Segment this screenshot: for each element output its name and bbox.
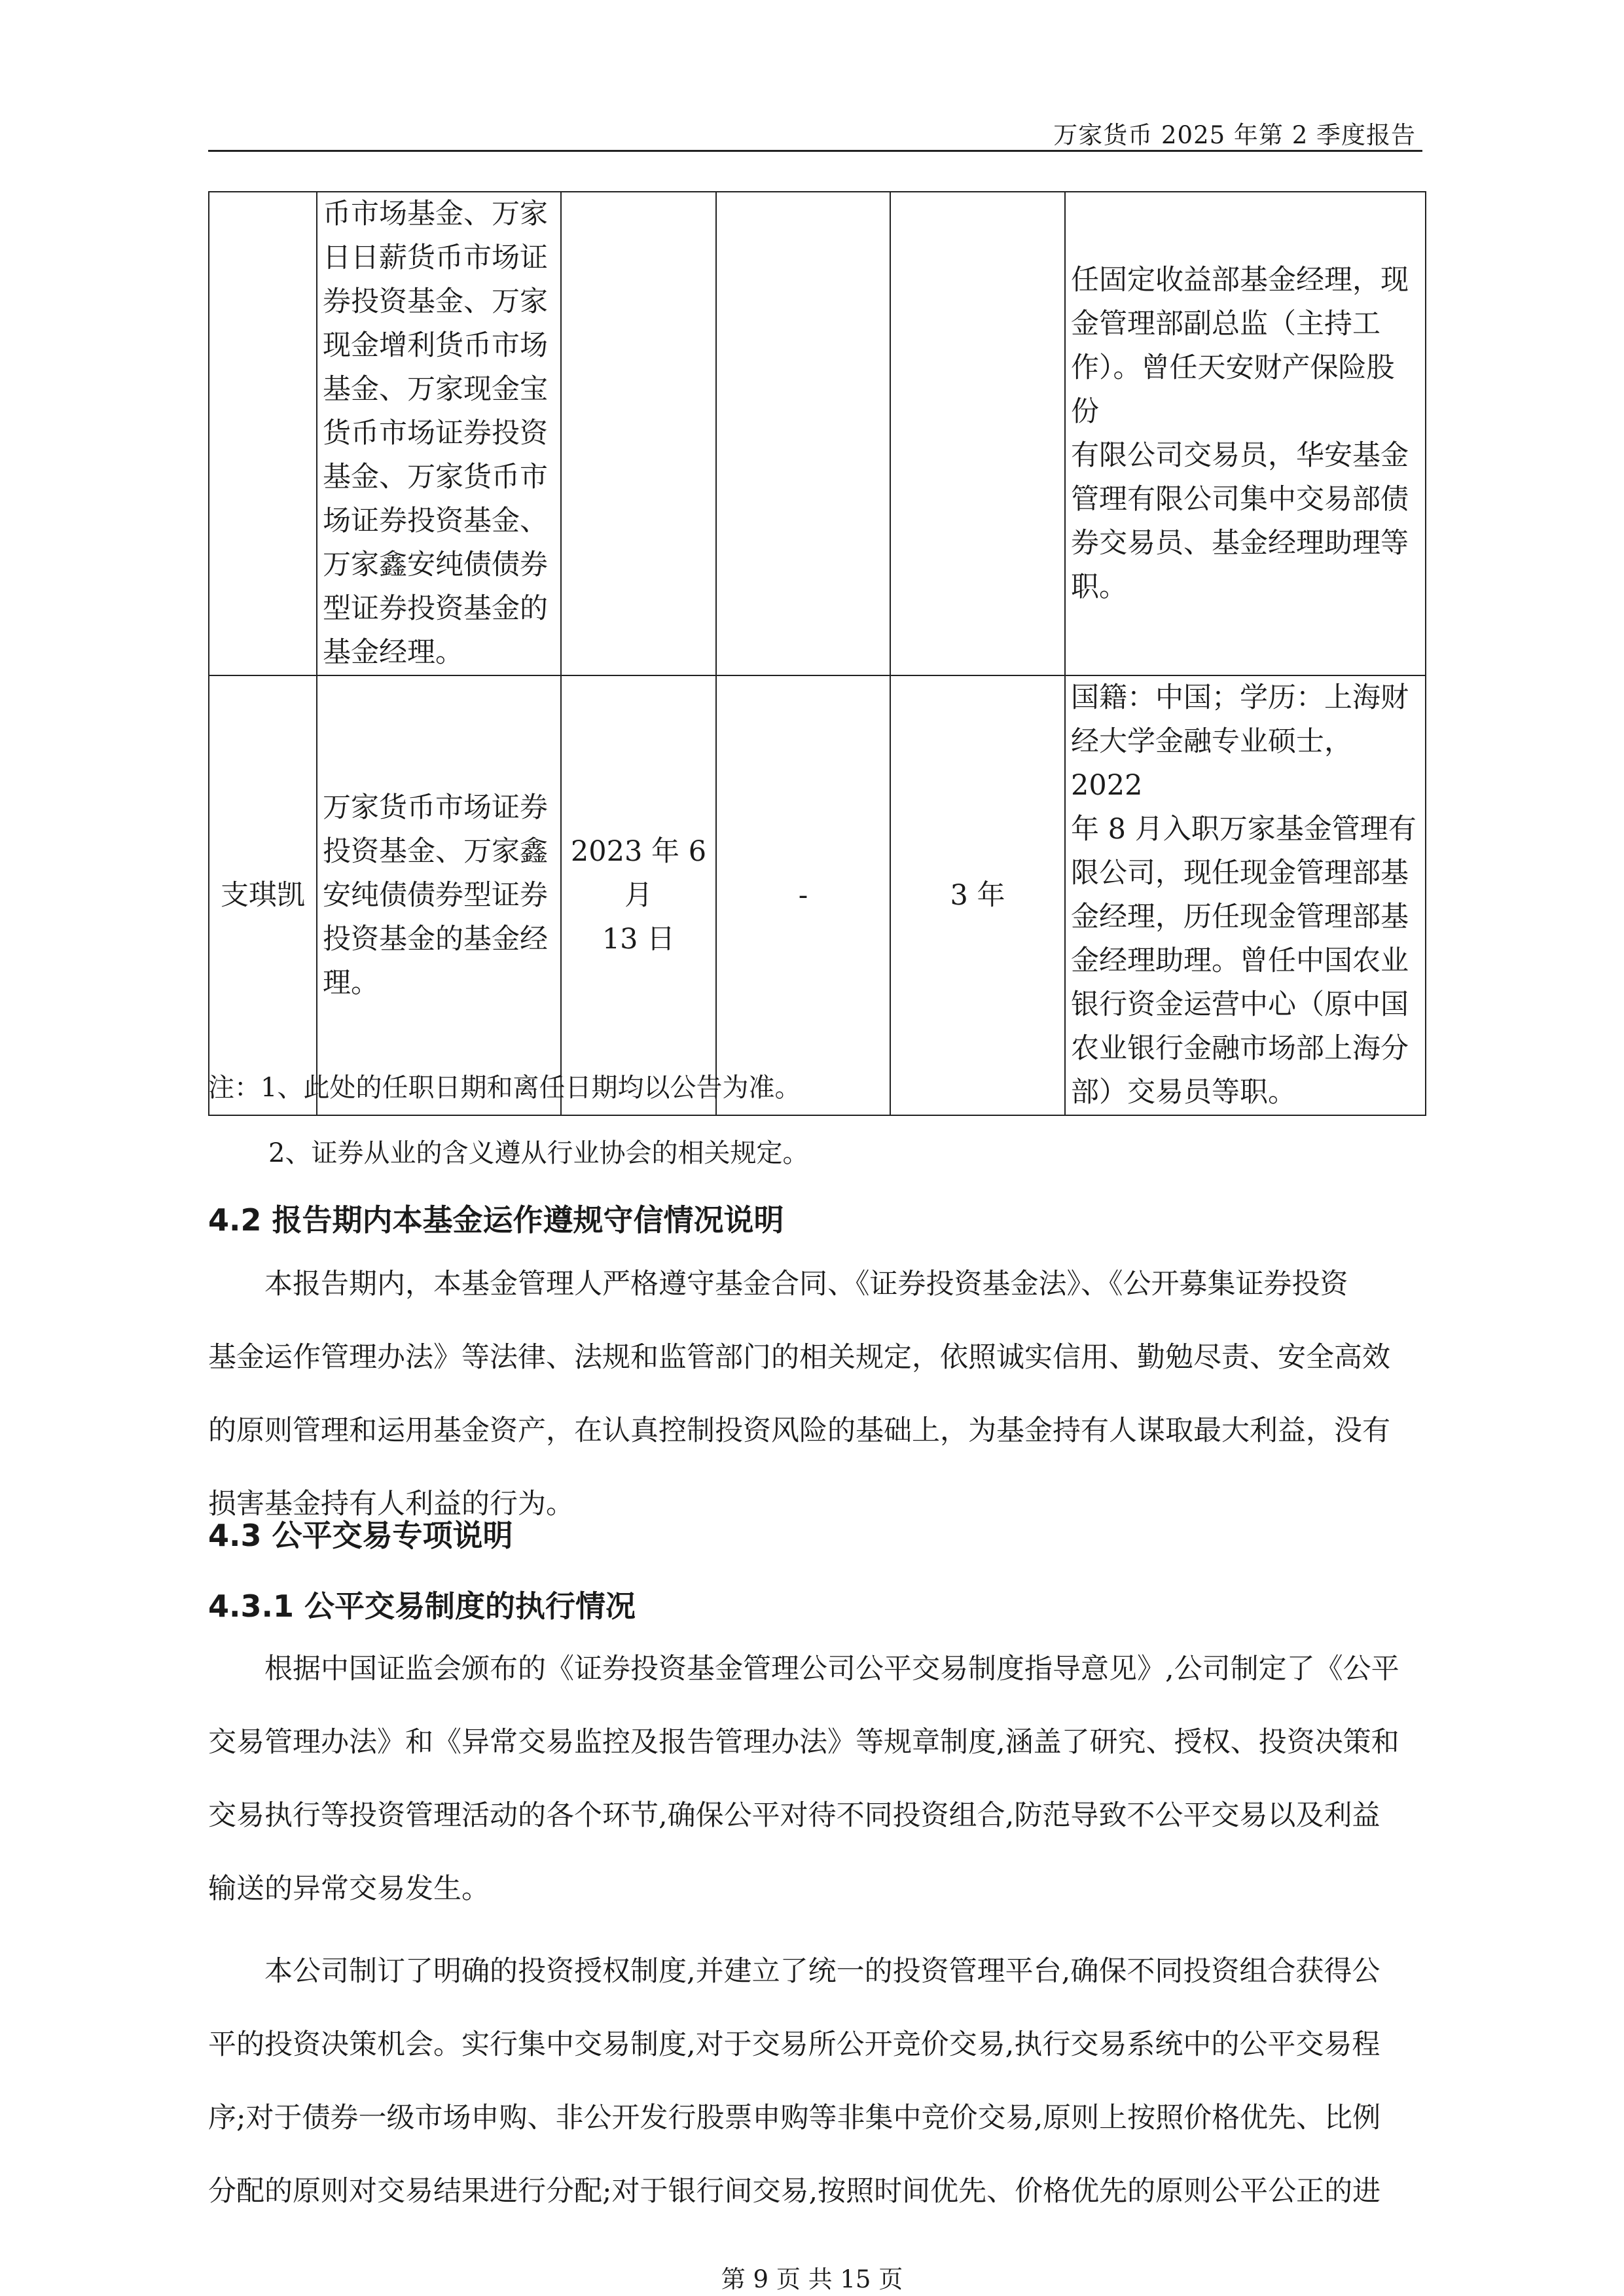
text-line: 金经理，历任现金管理部基 xyxy=(1071,901,1409,933)
text-line: 银行资金运营中心（原中国 xyxy=(1071,988,1409,1021)
text-line: 券投资基金、万家 xyxy=(323,285,548,318)
text-line: 基金运作管理办法》等法律、法规和监管部门的相关规定，依照诚实信用、勤勉尽责、安全高效 xyxy=(208,1341,1390,1374)
text-line: 管理有限公司集中交易部债 xyxy=(1071,482,1409,516)
end-date-cell: - xyxy=(716,675,890,1115)
section-heading-4-3: 4.3 公平交易专项说明 xyxy=(208,1518,513,1553)
text-line: 货币市场证券投资 xyxy=(323,417,548,450)
fund-manager-table xyxy=(208,191,1426,1116)
section-4-3-1-paragraph-1 xyxy=(208,1632,1426,1926)
manager-name-cell: 支琪凯 xyxy=(209,675,317,1115)
text-line: 场证券投资基金、 xyxy=(323,505,548,537)
managed-funds-cell xyxy=(317,675,561,1115)
text-line: 交易执行等投资管理活动的各个环节,确保公平对待不同投资组合,防范导致不公平交易以及利益 xyxy=(208,1799,1380,1832)
text-line: 任固定收益部基金经理，现 xyxy=(1071,263,1409,296)
text-line: 2023 年 6 月 xyxy=(570,834,707,912)
text-line: 本公司制订了明确的投资授权制度,并建立了统一的投资管理平台,确保不同投资组合获得公 xyxy=(264,1955,1380,1988)
text-line: 年 8 月入职万家基金管理有 xyxy=(1071,813,1416,846)
note-2: 2、证券从业的含义遵从行业协会的相关规定。 xyxy=(268,1138,809,1168)
table-row xyxy=(209,675,1426,1115)
text-line: 作）。曾任天安财产保险股份 xyxy=(1071,351,1395,428)
text-line: 型证券投资基金的 xyxy=(323,592,548,625)
text-line: 交易管理办法》和《异常交易监控及报告管理办法》等规章制度,涵盖了研究、授权、投资决策和 xyxy=(208,1726,1399,1759)
section-heading-4-3-1: 4.3.1 公平交易制度的执行情况 xyxy=(208,1588,636,1624)
text-line: 部）交易员等职。 xyxy=(1071,1076,1296,1109)
text-line: 平的投资决策机会。实行集中交易制度,对于交易所公开竞价交易,执行交易系统中的公平交易程 xyxy=(208,2028,1380,2061)
text-line: 现金增利货币市场 xyxy=(323,329,548,362)
text-line: 投资基金的基金经 xyxy=(323,922,548,956)
header-rule xyxy=(208,150,1422,152)
text-line: 万家鑫安纯债债券 xyxy=(323,548,548,581)
table-row xyxy=(209,192,1426,675)
section-4-3-1-paragraph-2 xyxy=(208,1935,1426,2228)
text-line: 有限公司交易员，华安基金 xyxy=(1071,439,1409,472)
text-line: 券交易员、基金经理助理等 xyxy=(1071,526,1409,560)
report-header-title: 万家货币 2025 年第 2 季度报告 xyxy=(1053,121,1416,149)
text-line: 基金、万家现金宝 xyxy=(323,373,548,406)
text-line: 日日薪货币市场证 xyxy=(323,242,548,274)
text-line: 理。 xyxy=(323,966,379,999)
page-footer: 第 9 页 共 15 页 xyxy=(721,2265,903,2293)
start-date-cell xyxy=(561,675,716,1115)
text-line: 农业银行金融市场部上海分 xyxy=(1071,1032,1409,1065)
text-line: 基金、万家货币市 xyxy=(323,461,548,493)
start-date-cell xyxy=(561,192,716,675)
section-4-2-paragraph xyxy=(208,1247,1426,1541)
text-line: 分配的原则对交易结果进行分配;对于银行间交易,按照时间优先、价格优先的原则公平公正的进 xyxy=(208,2175,1381,2208)
text-line: 金管理部副总监（主持工 xyxy=(1071,307,1380,340)
text-line: 投资基金、万家鑫 xyxy=(323,834,548,868)
section-heading-4-2: 4.2 报告期内本基金运作遵规守信情况说明 xyxy=(208,1202,784,1238)
text-line: 13 日 xyxy=(602,922,676,956)
bio-cell xyxy=(1065,192,1426,675)
text-line: 万家货币市场证券 xyxy=(323,791,548,824)
manager-name-cell xyxy=(209,192,317,675)
text-line: 币市场基金、万家 xyxy=(323,198,548,230)
text-line: 的原则管理和运用基金资产，在认真控制投资风险的基础上，为基金持有人谋取最大利益，没有 xyxy=(208,1414,1390,1447)
end-date-cell xyxy=(716,192,890,675)
text-line: 职。 xyxy=(1071,570,1127,603)
text-line: 经大学金融专业硕士，2022 xyxy=(1071,725,1352,802)
bio-cell xyxy=(1065,675,1426,1115)
years-cell: 3 年 xyxy=(890,675,1065,1115)
text-line: 金经理助理。曾任中国农业 xyxy=(1071,944,1409,977)
years-cell xyxy=(890,192,1065,675)
note-1: 注：1、此处的任职日期和离任日期均以公告为准。 xyxy=(208,1073,801,1103)
text-line: 序;对于债券一级市场申购、非公开发行股票申购等非集中竞价交易,原则上按照价格优先、比例 xyxy=(208,2102,1381,2134)
text-line: 损害基金持有人利益的行为。 xyxy=(208,1488,574,1520)
text-line: 限公司，现任现金管理部基 xyxy=(1071,857,1409,889)
text-line: 安纯债债券型证券 xyxy=(323,878,548,912)
managed-funds-cell xyxy=(317,192,561,675)
text-line: 输送的异常交易发生。 xyxy=(208,1873,490,1905)
text-line: 国籍：中国；学历：上海财 xyxy=(1071,681,1409,714)
text-line: 基金经理。 xyxy=(323,636,463,669)
text-line: 根据中国证监会颁布的《证券投资基金管理公司公平交易制度指导意见》,公司制定了《公平 xyxy=(264,1653,1399,1685)
text-line: 本报告期内，本基金管理人严格遵守基金合同、《证券投资基金法》、《公开募集证券投资 xyxy=(264,1268,1348,1300)
